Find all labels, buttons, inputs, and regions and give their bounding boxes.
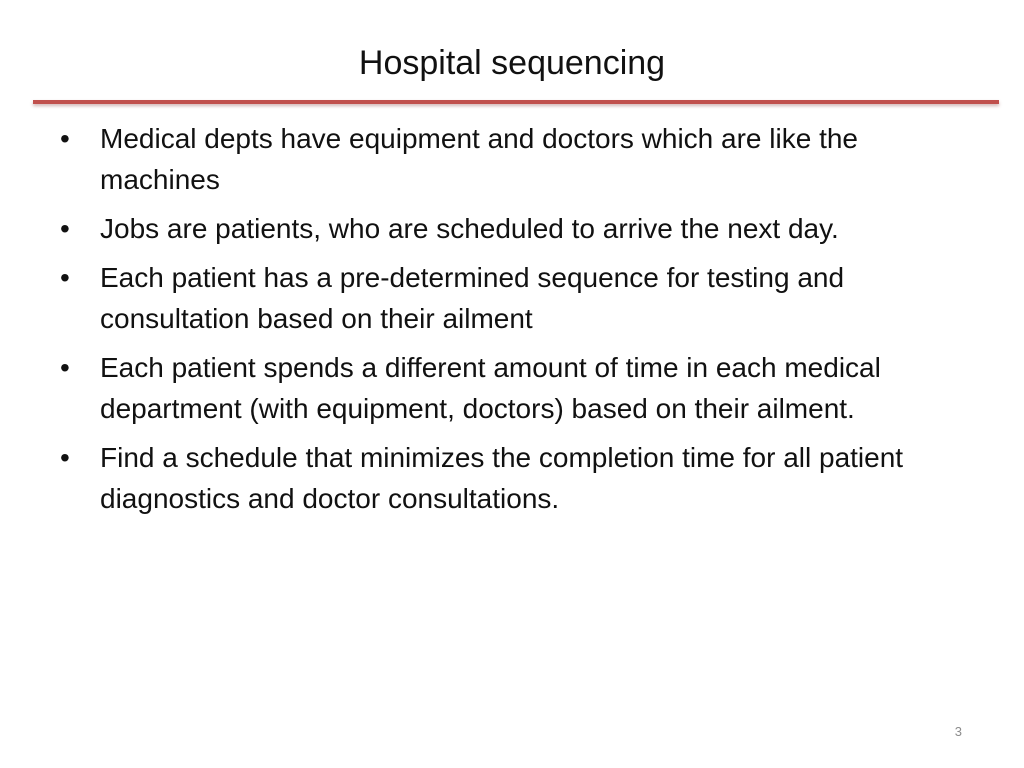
page-number: 3 bbox=[954, 724, 962, 739]
bullet-item bbox=[60, 208, 970, 249]
bullet-text: Jobs are patients, who are scheduled to arrive the next day. bbox=[100, 213, 839, 244]
title-divider bbox=[33, 100, 999, 104]
bullet-item bbox=[60, 347, 970, 429]
bullet-text: Medical depts have equipment and doctors which are like the machines bbox=[100, 123, 858, 195]
bullet-dot-icon: • bbox=[60, 442, 70, 473]
bullet-dot-icon: • bbox=[60, 352, 70, 383]
bullet-text: Each patient spends a different amount of time in each medical department (with equipment, doctors) based on their ailment. bbox=[100, 352, 881, 424]
bullet-item bbox=[60, 437, 970, 519]
bullet-dot-icon: • bbox=[60, 213, 70, 244]
bullet-dot-icon: • bbox=[60, 262, 70, 293]
slide-title: Hospital sequencing bbox=[358, 44, 666, 82]
bullet-item bbox=[60, 118, 970, 200]
bullet-text: Find a schedule that minimizes the completion time for all patient diagnostics and doctor consultations. bbox=[100, 442, 904, 514]
bullet-dot-icon: • bbox=[60, 123, 70, 154]
bullet-list bbox=[60, 118, 970, 527]
bullet-item bbox=[60, 257, 970, 339]
bullet-text: Each patient has a pre-determined sequence for testing and consultation based on their ailment bbox=[100, 262, 845, 334]
